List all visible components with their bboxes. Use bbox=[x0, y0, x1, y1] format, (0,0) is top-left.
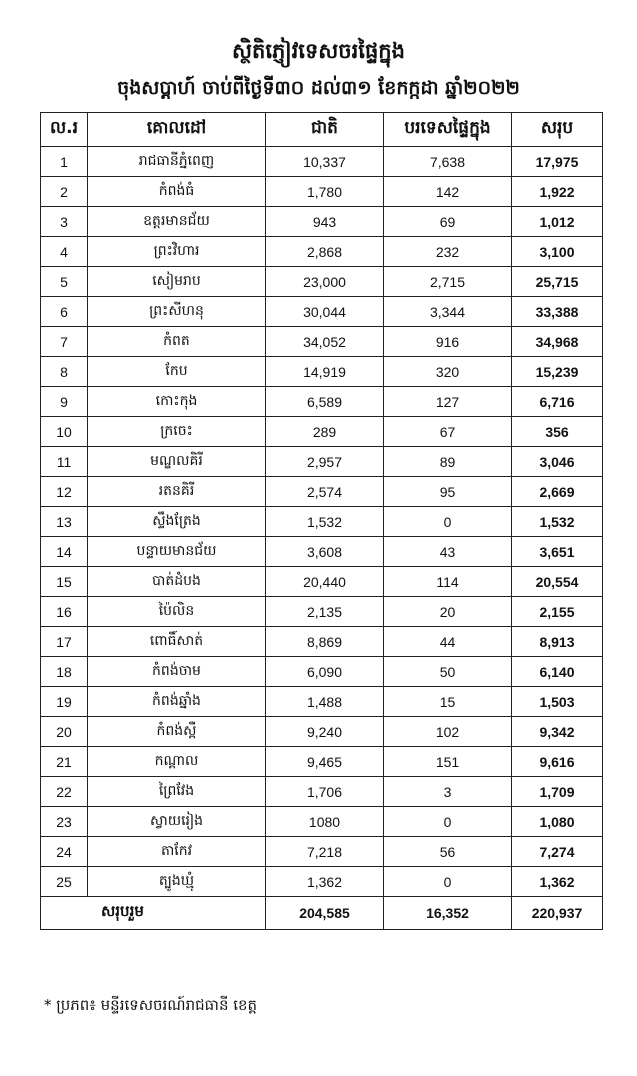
national-cell: 1,780 bbox=[266, 177, 384, 207]
header-total: សរុប bbox=[512, 113, 603, 147]
row-number-cell: 16 bbox=[41, 597, 88, 627]
foreign-cell: 142 bbox=[384, 177, 512, 207]
row-number-cell: 4 bbox=[41, 237, 88, 267]
destination-cell: ពោធិ៍សាត់ bbox=[88, 627, 266, 657]
table-row bbox=[41, 237, 603, 267]
table-row bbox=[41, 867, 603, 897]
destination-cell: កំពង់ស្ពឺ bbox=[88, 717, 266, 747]
header-foreign: បរទេសផ្ទៃក្នុង bbox=[384, 113, 512, 147]
foreign-cell: 0 bbox=[384, 507, 512, 537]
foreign-cell: 3 bbox=[384, 777, 512, 807]
national-cell: 6,589 bbox=[266, 387, 384, 417]
row-number-cell: 22 bbox=[41, 777, 88, 807]
row-number-cell: 25 bbox=[41, 867, 88, 897]
destination-cell: កណ្តាល bbox=[88, 747, 266, 777]
total-cell: 1,532 bbox=[512, 507, 603, 537]
row-number-cell: 20 bbox=[41, 717, 88, 747]
total-cell: 1,709 bbox=[512, 777, 603, 807]
foreign-cell: 56 bbox=[384, 837, 512, 867]
row-number-cell: 10 bbox=[41, 417, 88, 447]
destination-cell: ក្រចេះ bbox=[88, 417, 266, 447]
row-number-cell: 2 bbox=[41, 177, 88, 207]
foreign-cell: 102 bbox=[384, 717, 512, 747]
row-number-cell: 6 bbox=[41, 297, 88, 327]
total-cell: 6,140 bbox=[512, 657, 603, 687]
foreign-cell: 2,715 bbox=[384, 267, 512, 297]
row-number-cell: 21 bbox=[41, 747, 88, 777]
table-row bbox=[41, 687, 603, 717]
total-cell: 2,669 bbox=[512, 477, 603, 507]
total-cell: 20,554 bbox=[512, 567, 603, 597]
table-row bbox=[41, 627, 603, 657]
foreign-cell: 232 bbox=[384, 237, 512, 267]
destination-cell: តាកែវ bbox=[88, 837, 266, 867]
national-cell: 943 bbox=[266, 207, 384, 237]
destination-cell: កំពង់ធំ bbox=[88, 177, 266, 207]
table-row bbox=[41, 387, 603, 417]
summary-row bbox=[41, 897, 603, 930]
row-number-cell: 19 bbox=[41, 687, 88, 717]
tourist-statistics-table bbox=[40, 112, 603, 930]
destination-cell: សៀមរាប bbox=[88, 267, 266, 297]
total-cell: 25,715 bbox=[512, 267, 603, 297]
destination-cell: ឧត្តរមានជ័យ bbox=[88, 207, 266, 237]
summary-total: 220,937 bbox=[512, 897, 603, 930]
row-number-cell: 1 bbox=[41, 147, 88, 177]
foreign-cell: 20 bbox=[384, 597, 512, 627]
total-cell: 3,046 bbox=[512, 447, 603, 477]
foreign-cell: 50 bbox=[384, 657, 512, 687]
table-row bbox=[41, 717, 603, 747]
table-row bbox=[41, 447, 603, 477]
national-cell: 2,135 bbox=[266, 597, 384, 627]
total-cell: 6,716 bbox=[512, 387, 603, 417]
foreign-cell: 44 bbox=[384, 627, 512, 657]
national-cell: 10,337 bbox=[266, 147, 384, 177]
total-cell: 1,080 bbox=[512, 807, 603, 837]
row-number-cell: 14 bbox=[41, 537, 88, 567]
national-cell: 3,608 bbox=[266, 537, 384, 567]
total-cell: 8,913 bbox=[512, 627, 603, 657]
destination-cell: បន្ទាយមានជ័យ bbox=[88, 537, 266, 567]
total-cell: 9,342 bbox=[512, 717, 603, 747]
national-cell: 1,488 bbox=[266, 687, 384, 717]
table-row bbox=[41, 477, 603, 507]
table-row bbox=[41, 837, 603, 867]
total-cell: 3,651 bbox=[512, 537, 603, 567]
foreign-cell: 0 bbox=[384, 867, 512, 897]
national-cell: 14,919 bbox=[266, 357, 384, 387]
foreign-cell: 67 bbox=[384, 417, 512, 447]
table-row bbox=[41, 327, 603, 357]
summary-foreign: 16,352 bbox=[384, 897, 512, 930]
table-row bbox=[41, 147, 603, 177]
total-cell: 15,239 bbox=[512, 357, 603, 387]
table-body bbox=[41, 147, 603, 897]
destination-cell: កោះកុង bbox=[88, 387, 266, 417]
national-cell: 8,869 bbox=[266, 627, 384, 657]
destination-cell: ត្បូងឃ្មុំ bbox=[88, 867, 266, 897]
destination-cell: រតនគិរី bbox=[88, 477, 266, 507]
national-cell: 9,465 bbox=[266, 747, 384, 777]
summary-label: សរុបរួម bbox=[41, 897, 266, 930]
table-row bbox=[41, 357, 603, 387]
table-row bbox=[41, 777, 603, 807]
table-row bbox=[41, 417, 603, 447]
row-number-cell: 18 bbox=[41, 657, 88, 687]
row-number-cell: 11 bbox=[41, 447, 88, 477]
total-cell: 356 bbox=[512, 417, 603, 447]
document-title: ស្ថិតិភ្ញៀវទេសចរផ្ទៃក្នុង bbox=[232, 39, 405, 63]
destination-cell: មណ្ឌលគិរី bbox=[88, 447, 266, 477]
destination-cell: ព្រះសីហនុ bbox=[88, 297, 266, 327]
row-number-cell: 8 bbox=[41, 357, 88, 387]
destination-cell: កំពង់ចាម bbox=[88, 657, 266, 687]
national-cell: 2,574 bbox=[266, 477, 384, 507]
destination-cell: កំពត bbox=[88, 327, 266, 357]
row-number-cell: 7 bbox=[41, 327, 88, 357]
foreign-cell: 89 bbox=[384, 447, 512, 477]
total-cell: 34,968 bbox=[512, 327, 603, 357]
foreign-cell: 95 bbox=[384, 477, 512, 507]
total-cell: 3,100 bbox=[512, 237, 603, 267]
row-number-cell: 17 bbox=[41, 627, 88, 657]
foreign-cell: 127 bbox=[384, 387, 512, 417]
table-row bbox=[41, 207, 603, 237]
national-cell: 2,957 bbox=[266, 447, 384, 477]
row-number-cell: 3 bbox=[41, 207, 88, 237]
row-number-cell: 13 bbox=[41, 507, 88, 537]
total-cell: 9,616 bbox=[512, 747, 603, 777]
national-cell: 2,868 bbox=[266, 237, 384, 267]
foreign-cell: 7,638 bbox=[384, 147, 512, 177]
national-cell: 289 bbox=[266, 417, 384, 447]
total-cell: 33,388 bbox=[512, 297, 603, 327]
total-cell: 2,155 bbox=[512, 597, 603, 627]
national-cell: 34,052 bbox=[266, 327, 384, 357]
table-row bbox=[41, 177, 603, 207]
table-row bbox=[41, 657, 603, 687]
header-national: ជាតិ bbox=[266, 113, 384, 147]
total-cell: 17,975 bbox=[512, 147, 603, 177]
summary-national: 204,585 bbox=[266, 897, 384, 930]
foreign-cell: 916 bbox=[384, 327, 512, 357]
foreign-cell: 0 bbox=[384, 807, 512, 837]
destination-cell: ប៉ៃលិន bbox=[88, 597, 266, 627]
national-cell: 23,000 bbox=[266, 267, 384, 297]
foreign-cell: 15 bbox=[384, 687, 512, 717]
table-row bbox=[41, 567, 603, 597]
total-cell: 7,274 bbox=[512, 837, 603, 867]
national-cell: 30,044 bbox=[266, 297, 384, 327]
row-number-cell: 5 bbox=[41, 267, 88, 297]
national-cell: 1,706 bbox=[266, 777, 384, 807]
destination-cell: បាត់ដំបង bbox=[88, 567, 266, 597]
table-row bbox=[41, 747, 603, 777]
table-row bbox=[41, 267, 603, 297]
table-row bbox=[41, 537, 603, 567]
row-number-cell: 9 bbox=[41, 387, 88, 417]
table-row bbox=[41, 297, 603, 327]
header-destination: គោលដៅ bbox=[88, 113, 266, 147]
table-row bbox=[41, 597, 603, 627]
table-header-row bbox=[41, 113, 603, 147]
row-number-cell: 12 bbox=[41, 477, 88, 507]
national-cell: 1,362 bbox=[266, 867, 384, 897]
destination-cell: ព្រះវិហារ bbox=[88, 237, 266, 267]
destination-cell: ស្ទឹងត្រែង bbox=[88, 507, 266, 537]
row-number-cell: 23 bbox=[41, 807, 88, 837]
header-number: ល.រ bbox=[41, 113, 88, 147]
row-number-cell: 24 bbox=[41, 837, 88, 867]
total-cell: 1,362 bbox=[512, 867, 603, 897]
document-subtitle: ចុងសប្តាហ៍ ចាប់ពីថ្ងៃទី៣០ ដល់៣១ ខែកក្កដា ឆ្នាំ២០២២ bbox=[117, 77, 520, 99]
total-cell: 1,012 bbox=[512, 207, 603, 237]
national-cell: 20,440 bbox=[266, 567, 384, 597]
destination-cell: កែប bbox=[88, 357, 266, 387]
destination-cell: រាជធានីភ្នំពេញ bbox=[88, 147, 266, 177]
source-footnote: * ប្រភព៖ មន្ទីរទេសចរណ៍រាជធានី ខេត្ត bbox=[44, 996, 258, 1014]
national-cell: 1080 bbox=[266, 807, 384, 837]
foreign-cell: 151 bbox=[384, 747, 512, 777]
table-row bbox=[41, 807, 603, 837]
total-cell: 1,922 bbox=[512, 177, 603, 207]
row-number-cell: 15 bbox=[41, 567, 88, 597]
foreign-cell: 43 bbox=[384, 537, 512, 567]
national-cell: 6,090 bbox=[266, 657, 384, 687]
national-cell: 1,532 bbox=[266, 507, 384, 537]
national-cell: 7,218 bbox=[266, 837, 384, 867]
foreign-cell: 3,344 bbox=[384, 297, 512, 327]
table-row bbox=[41, 507, 603, 537]
destination-cell: ព្រៃវែង bbox=[88, 777, 266, 807]
national-cell: 9,240 bbox=[266, 717, 384, 747]
destination-cell: កំពង់ឆ្នាំង bbox=[88, 687, 266, 717]
foreign-cell: 114 bbox=[384, 567, 512, 597]
foreign-cell: 69 bbox=[384, 207, 512, 237]
foreign-cell: 320 bbox=[384, 357, 512, 387]
total-cell: 1,503 bbox=[512, 687, 603, 717]
destination-cell: ស្វាយរៀង bbox=[88, 807, 266, 837]
